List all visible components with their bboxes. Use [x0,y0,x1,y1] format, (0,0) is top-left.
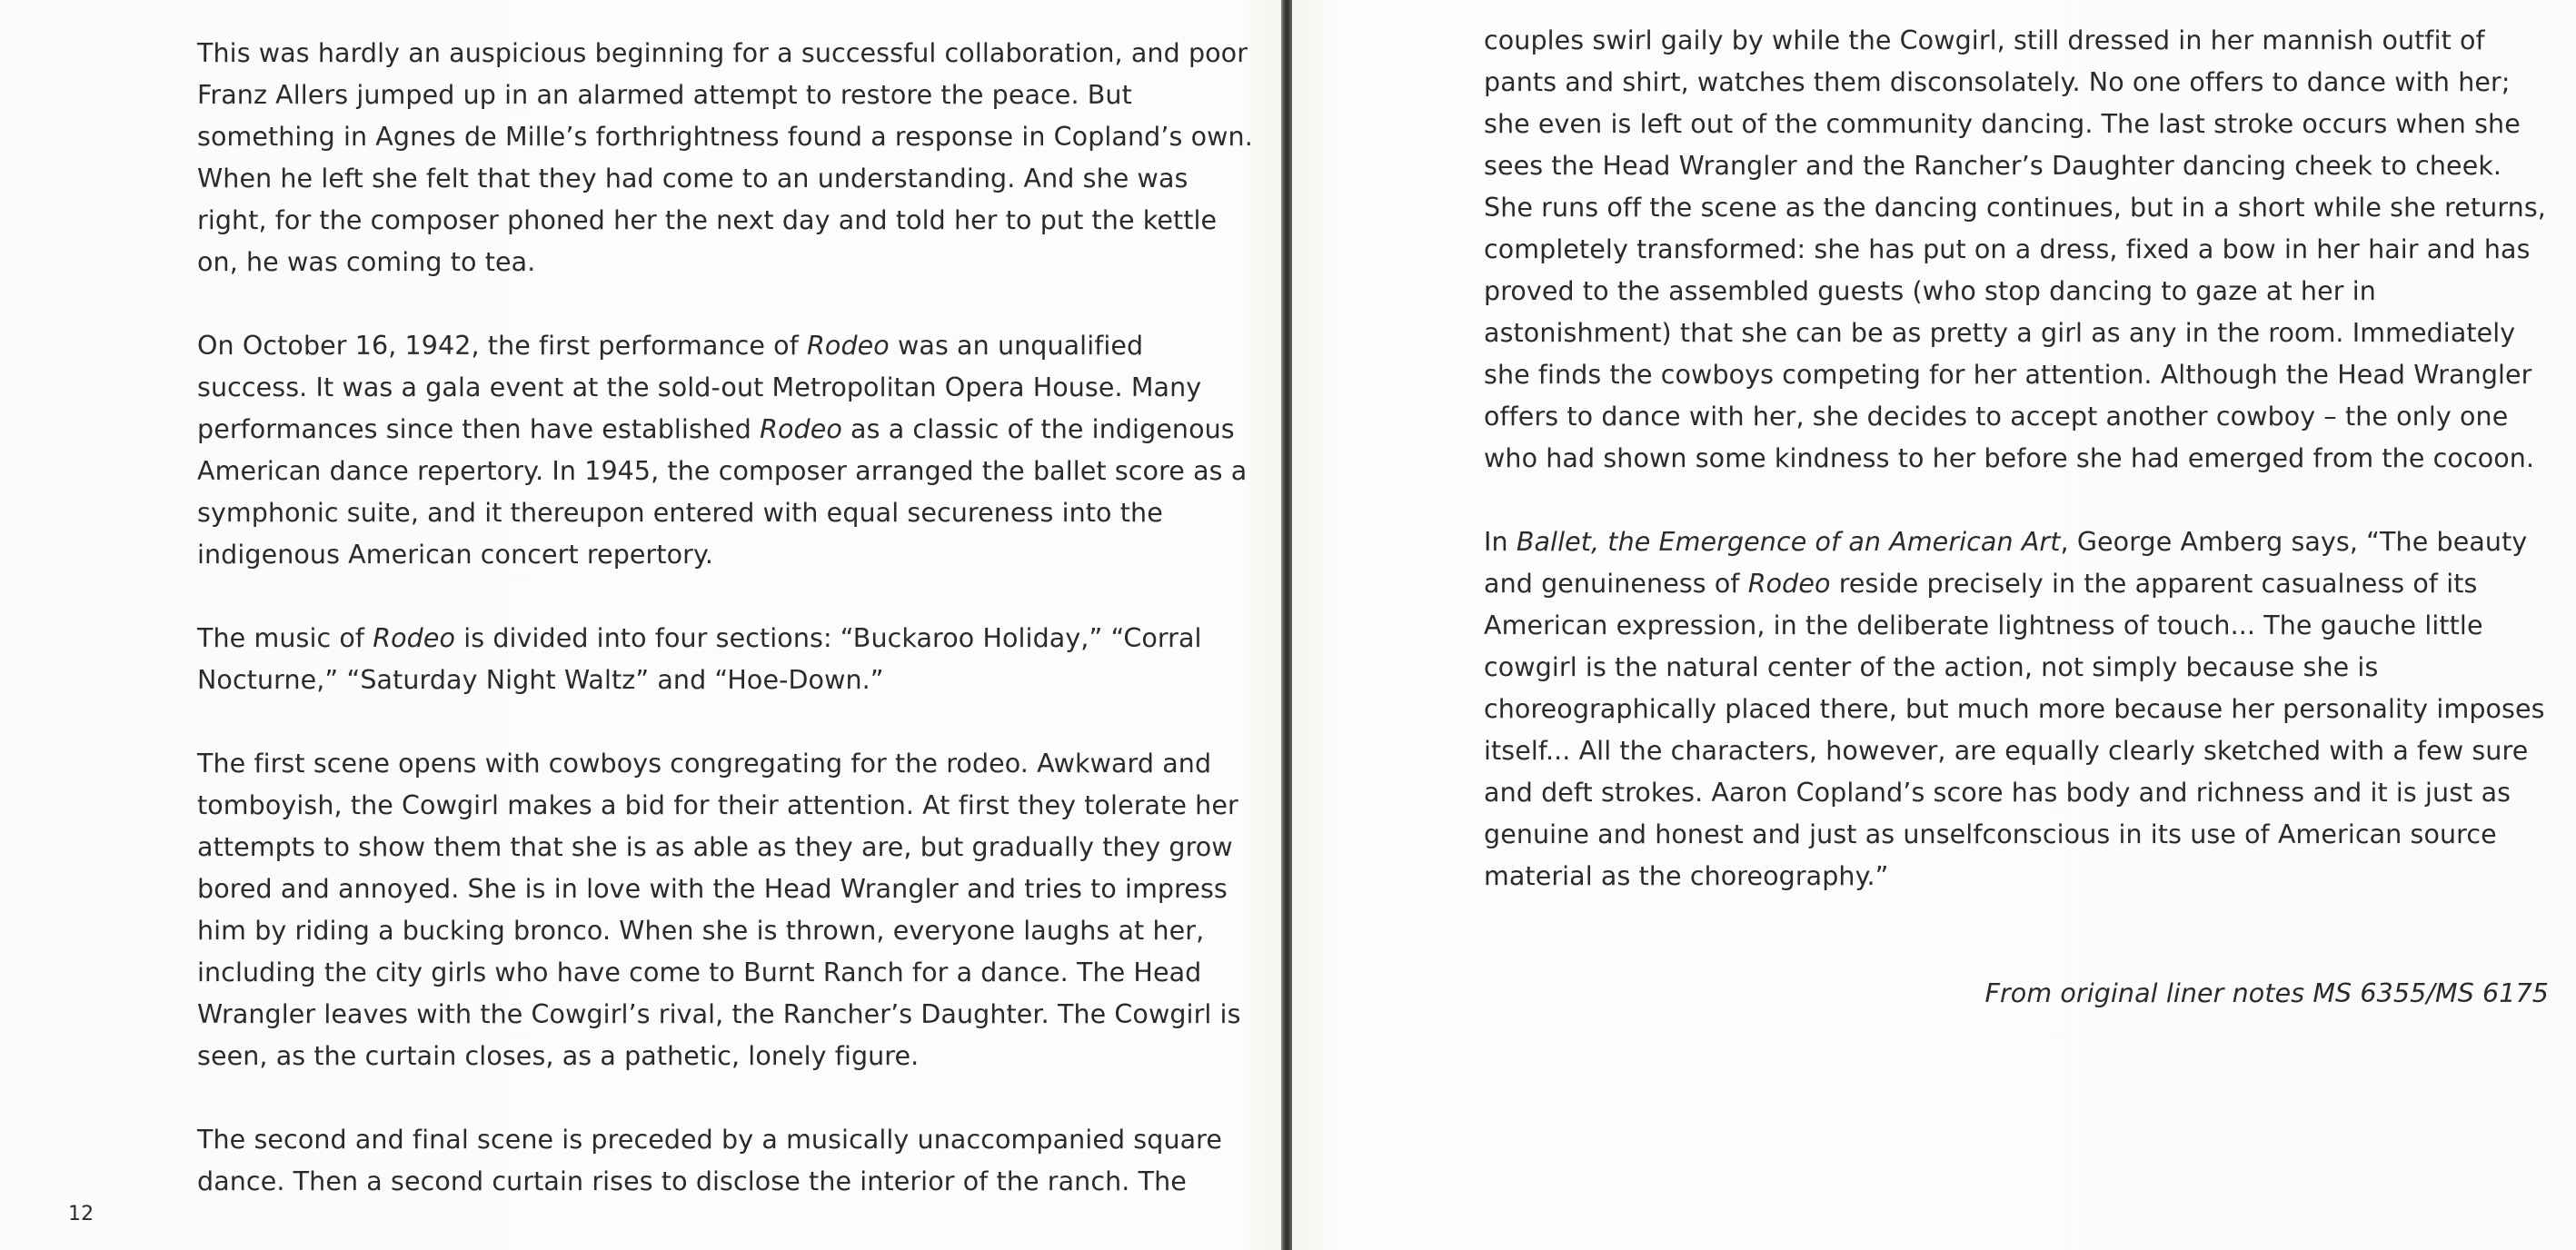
right-page-text [1484,20,2549,898]
text-segment: as a classic of the indigenous American dance repertory. In 1945, the composer arranged the ballet score as a symphonic suite, and it thereupon entered with equal secureness into the indigenous American concert repertory. [197,414,1248,570]
source-note: From original liner notes MS 6355/MS 6175 [1984,978,2549,1008]
paragraph-music-sections [197,618,1260,701]
text-segment: reside precisely in the apparent casualness of its American expression, in the deliberate lightness of touch... The gauche little cowgirl is the natural center of the action, not simply because she is choreographically placed there, but much more because her personality imposes itself... All the characters, however, are equally clearly sketched with a few sure and deft strokes. Aaron Copland’s score has body and richness and it is just as genuine and honest and just as unselfconscious in its use of American source material as the choreography.” [1484,569,2545,891]
paragraph-first-performance [197,325,1260,576]
title-italic: Rodeo [807,331,890,361]
paragraph-second-scene: The second and final scene is preceded by a musically unaccompanied square dance. Then a second curtain rises to disclose the interior of the ranch. The [197,1125,1223,1196]
text-segment: , George Amberg says, “The beauty and genuineness of [1484,527,2528,599]
text-segment: was an unqualified success. It was a gala event at the sold-out Metropolitan Opera House. Many performances since then have established [197,331,1202,444]
text-segment: is divided into four sections: “Buckaroo Holiday,” “Corral Nocturne,” “Saturday Night Waltz” and “Hoe-Down.” [197,623,1202,695]
paragraph-collaboration: This was hardly an auspicious beginning for a successful collaboration, and poor Franz Allers jumped up in an alarmed attempt to restore the peace. But something in Agnes de Mille’s forthrightness found a response in Copland’s own. When he left she felt that they had come to an understanding. And she was right, for the composer phoned her the next day and told her to put the kettle on, he was coming to tea. [197,38,1253,277]
title-italic: Rodeo [760,414,842,444]
binding-gutter [1281,0,1292,1250]
left-page-text [197,33,1260,1203]
paragraph-continuation: couples swirl gaily by while the Cowgirl, still dressed in her mannish outfit of pants and shirt, watches them disconsolately. No one offers to dance with her; she even is left out of the community dancing. The last stroke occurs when she sees the Head Wrangler and the Rancher’s Daughter dancing cheek to cheek. She runs off the scene as the dancing continues, but in a short while she returns, completely transformed: she has put on a dress, fixed a bow in her hair and has proved to the assembled guests (who stop dancing to gaze at her in astonishment) that she can be as pretty a girl as any in the room. Immediately she finds the cowboys competing for her attention. Although the Head Wrangler offers to dance with her, she decides to accept another cowboy – the only one who had shown some kindness to her before she had emerged from the cocoon. [1484,25,2546,473]
title-italic: Rodeo [373,623,456,653]
text-segment: On October 16, 1942, the first performance of [197,331,807,361]
left-page [0,0,1281,1250]
page-number: 12 [68,1203,94,1225]
paragraph-amberg-quote [1484,521,2549,898]
text-segment: In [1484,527,1517,557]
title-italic: Rodeo [1747,569,1831,599]
right-page [1292,0,2576,1250]
text-segment: The music of [197,623,373,653]
paragraph-first-scene: The first scene opens with cowboys congregating for the rodeo. Awkward and tomboyish, the Cowgirl makes a bid for their attention. At first they tolerate her attempts to show them that she is as able as they are, but gradually they grow bored and annoyed. She is in love with the Head Wrangler and tries to impress him by riding a bucking bronco. When she is thrown, everyone laughs at her, including the city girls who have come to Burnt Ranch for a dance. The Head Wrangler leaves with the Cowgirl’s rival, the Rancher’s Daughter. The Cowgirl is seen, as the curtain closes, as a pathetic, lonely figure. [197,749,1241,1071]
book-title-italic: Ballet, the Emergence of an American Art [1516,527,2061,557]
